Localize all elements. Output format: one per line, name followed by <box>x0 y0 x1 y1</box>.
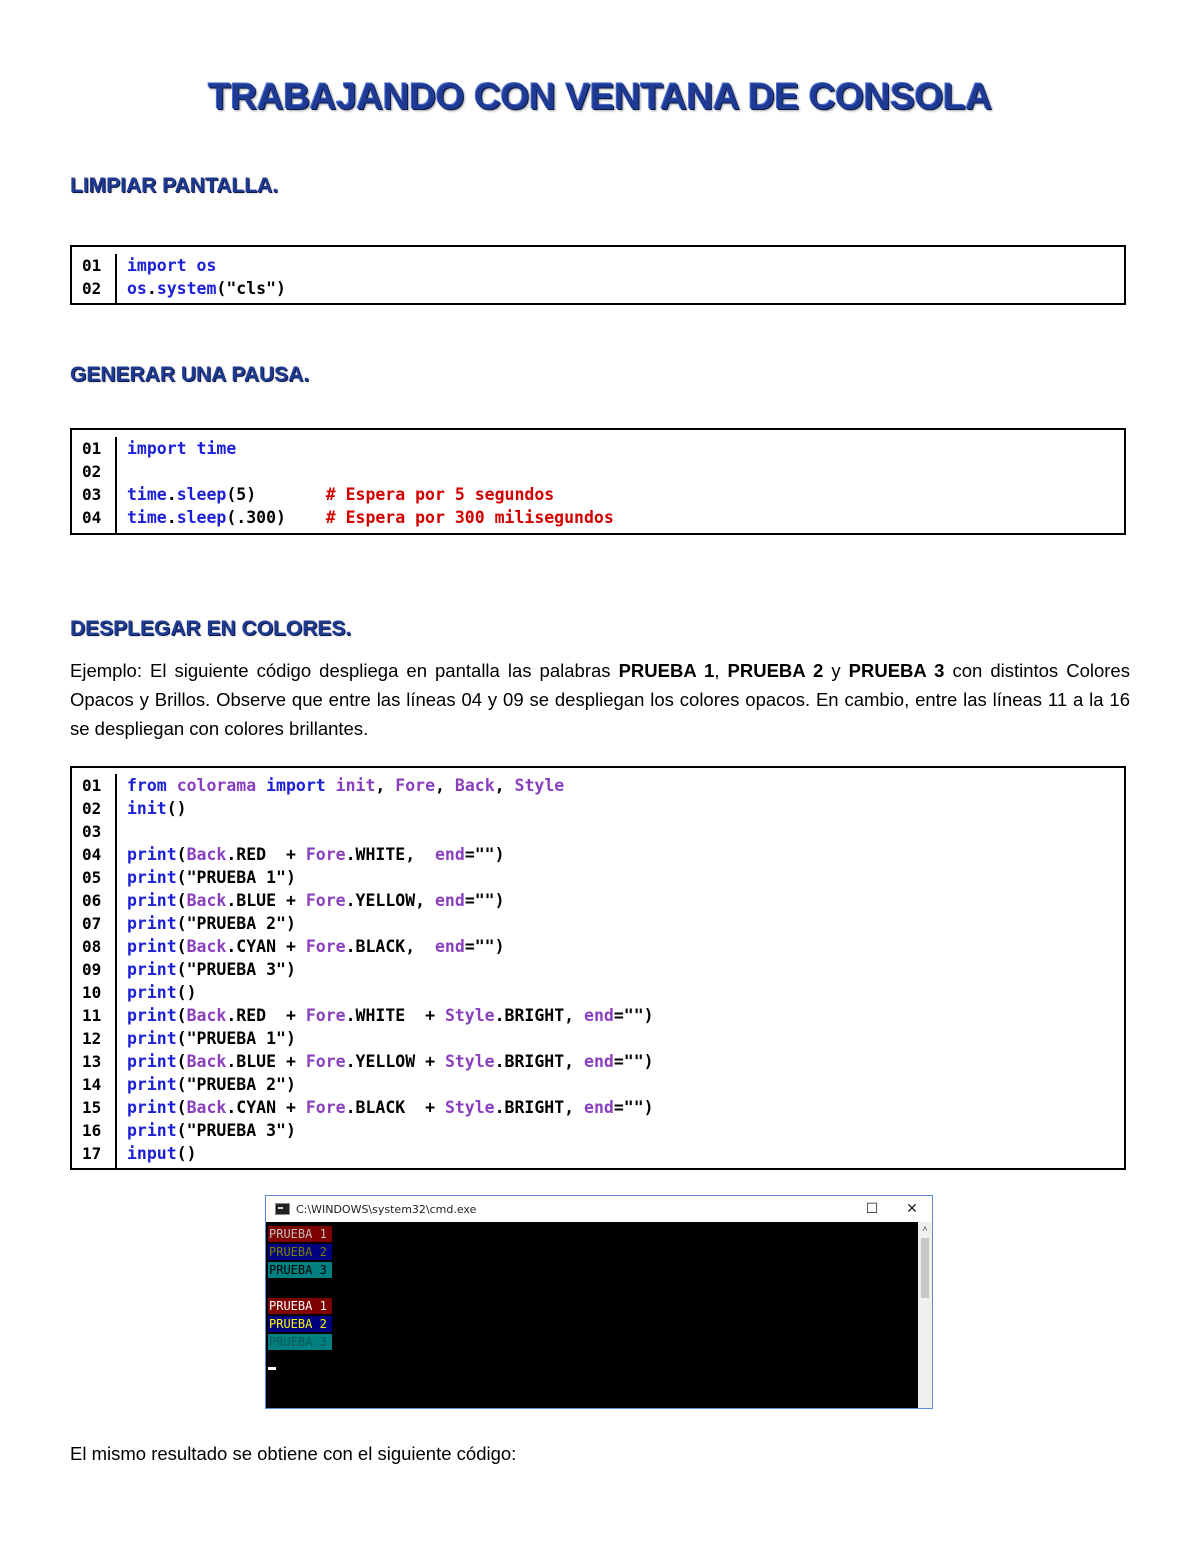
code-content <box>117 774 654 1168</box>
line-number: 04 <box>82 508 102 527</box>
line-number: 01 <box>82 439 102 458</box>
code-line: time.sleep(.300) # Espera por 300 milisegundos <box>127 508 614 527</box>
line-number-gutter <box>72 254 117 303</box>
code-line: print(Back.RED + Fore.WHITE, end="") <box>127 845 505 864</box>
line-number: 16 <box>82 1121 102 1140</box>
close-button[interactable]: ✕ <box>906 1201 918 1217</box>
code-block-clear-screen <box>70 245 1126 305</box>
console-line: PRUEBA 1 <box>268 1226 332 1242</box>
code-line: os.system("cls") <box>127 279 286 298</box>
console-line: PRUEBA 3 <box>268 1334 332 1350</box>
console-output <box>266 1222 918 1408</box>
line-number: 08 <box>82 937 102 956</box>
console-line: PRUEBA 1 <box>268 1298 332 1314</box>
footer-text: El mismo resultado se obtiene con el siguiente código: <box>70 1443 517 1464</box>
maximize-button[interactable]: ☐ <box>865 1201 879 1217</box>
code-line: input() <box>127 1144 197 1163</box>
console-line: PRUEBA 2 <box>268 1244 332 1260</box>
code-line: print("PRUEBA 2") <box>127 914 296 933</box>
code-line: print("PRUEBA 3") <box>127 1121 296 1140</box>
code-line: print("PRUEBA 2") <box>127 1075 296 1094</box>
line-number: 14 <box>82 1075 102 1094</box>
line-number: 02 <box>82 462 102 481</box>
console-line: PRUEBA 3 <box>268 1262 332 1278</box>
console-title: C:\WINDOWS\system32\cmd.exe <box>296 1202 477 1216</box>
code-line: print(Back.BLUE + Fore.YELLOW, end="") <box>127 891 505 910</box>
code-line: print() <box>127 983 197 1002</box>
line-number: 03 <box>82 822 102 841</box>
code-line: print(Back.CYAN + Fore.BLACK + Style.BRIGHT, end="") <box>127 1098 654 1117</box>
line-number: 17 <box>82 1144 102 1163</box>
code-line <box>127 460 614 483</box>
line-number: 06 <box>82 891 102 910</box>
code-content <box>117 437 614 533</box>
code-line: print(Back.CYAN + Fore.BLACK, end="") <box>127 937 505 956</box>
code-content <box>117 254 286 303</box>
code-line: import time <box>127 439 237 458</box>
code-line: time.sleep(5) # Espera por 5 segundos <box>127 485 555 504</box>
line-number: 01 <box>82 256 102 275</box>
code-line: print(Back.BLUE + Fore.YELLOW + Style.BRIGHT, end="") <box>127 1052 654 1071</box>
console-titlebar <box>266 1196 932 1222</box>
console-line: PRUEBA 2 <box>268 1316 332 1332</box>
minimize-button[interactable]: — <box>825 1201 839 1217</box>
section-heading-pause: GENERAR UNA PAUSA. <box>70 363 310 386</box>
line-number: 10 <box>82 983 102 1002</box>
code-line: print("PRUEBA 3") <box>127 960 296 979</box>
console-window <box>265 1195 933 1409</box>
scroll-thumb[interactable] <box>921 1238 929 1298</box>
colors-description: Ejemplo: El siguiente código despliega en pantalla las palabras PRUEBA 1, PRUEBA 2 y PRUEBA 3 con distintos Colores Opacos y Brillos. Observe que entre las líneas 04 y 09 se despliegan los colores opacos. En cambio, entre las líneas 11 a la 16 se despliegan con colores brillantes. <box>70 660 1130 739</box>
code-line: from colorama import init, Fore, Back, Style <box>127 776 565 795</box>
console-scrollbar[interactable] <box>918 1222 932 1408</box>
line-number: 12 <box>82 1029 102 1048</box>
code-line: init() <box>127 799 187 818</box>
line-number: 13 <box>82 1052 102 1071</box>
console-cursor <box>268 1367 276 1370</box>
section-heading-clear-screen: LIMPIAR PANTALLA. <box>70 174 279 197</box>
scroll-up-icon[interactable]: ˄ <box>922 1224 928 1234</box>
line-number: 15 <box>82 1098 102 1117</box>
line-number: 07 <box>82 914 102 933</box>
cmd-icon <box>275 1203 290 1215</box>
code-line: print("PRUEBA 1") <box>127 1029 296 1048</box>
code-block-pause <box>70 428 1126 535</box>
line-number-gutter <box>72 774 117 1168</box>
line-number: 11 <box>82 1006 102 1025</box>
line-number: 02 <box>82 799 102 818</box>
code-line: import os <box>127 256 217 275</box>
code-line: print(Back.RED + Fore.WHITE + Style.BRIGHT, end="") <box>127 1006 654 1025</box>
line-number: 03 <box>82 485 102 504</box>
code-line <box>127 820 654 843</box>
section-heading-colors: DESPLEGAR EN COLORES. <box>70 617 352 640</box>
page-title: TRABAJANDO CON VENTANA DE CONSOLA <box>208 76 992 117</box>
code-line: print("PRUEBA 1") <box>127 868 296 887</box>
line-number: 02 <box>82 279 102 298</box>
line-number: 05 <box>82 868 102 887</box>
line-number: 09 <box>82 960 102 979</box>
line-number: 01 <box>82 776 102 795</box>
code-block-colors <box>70 766 1126 1170</box>
line-number: 04 <box>82 845 102 864</box>
line-number-gutter <box>72 437 117 533</box>
